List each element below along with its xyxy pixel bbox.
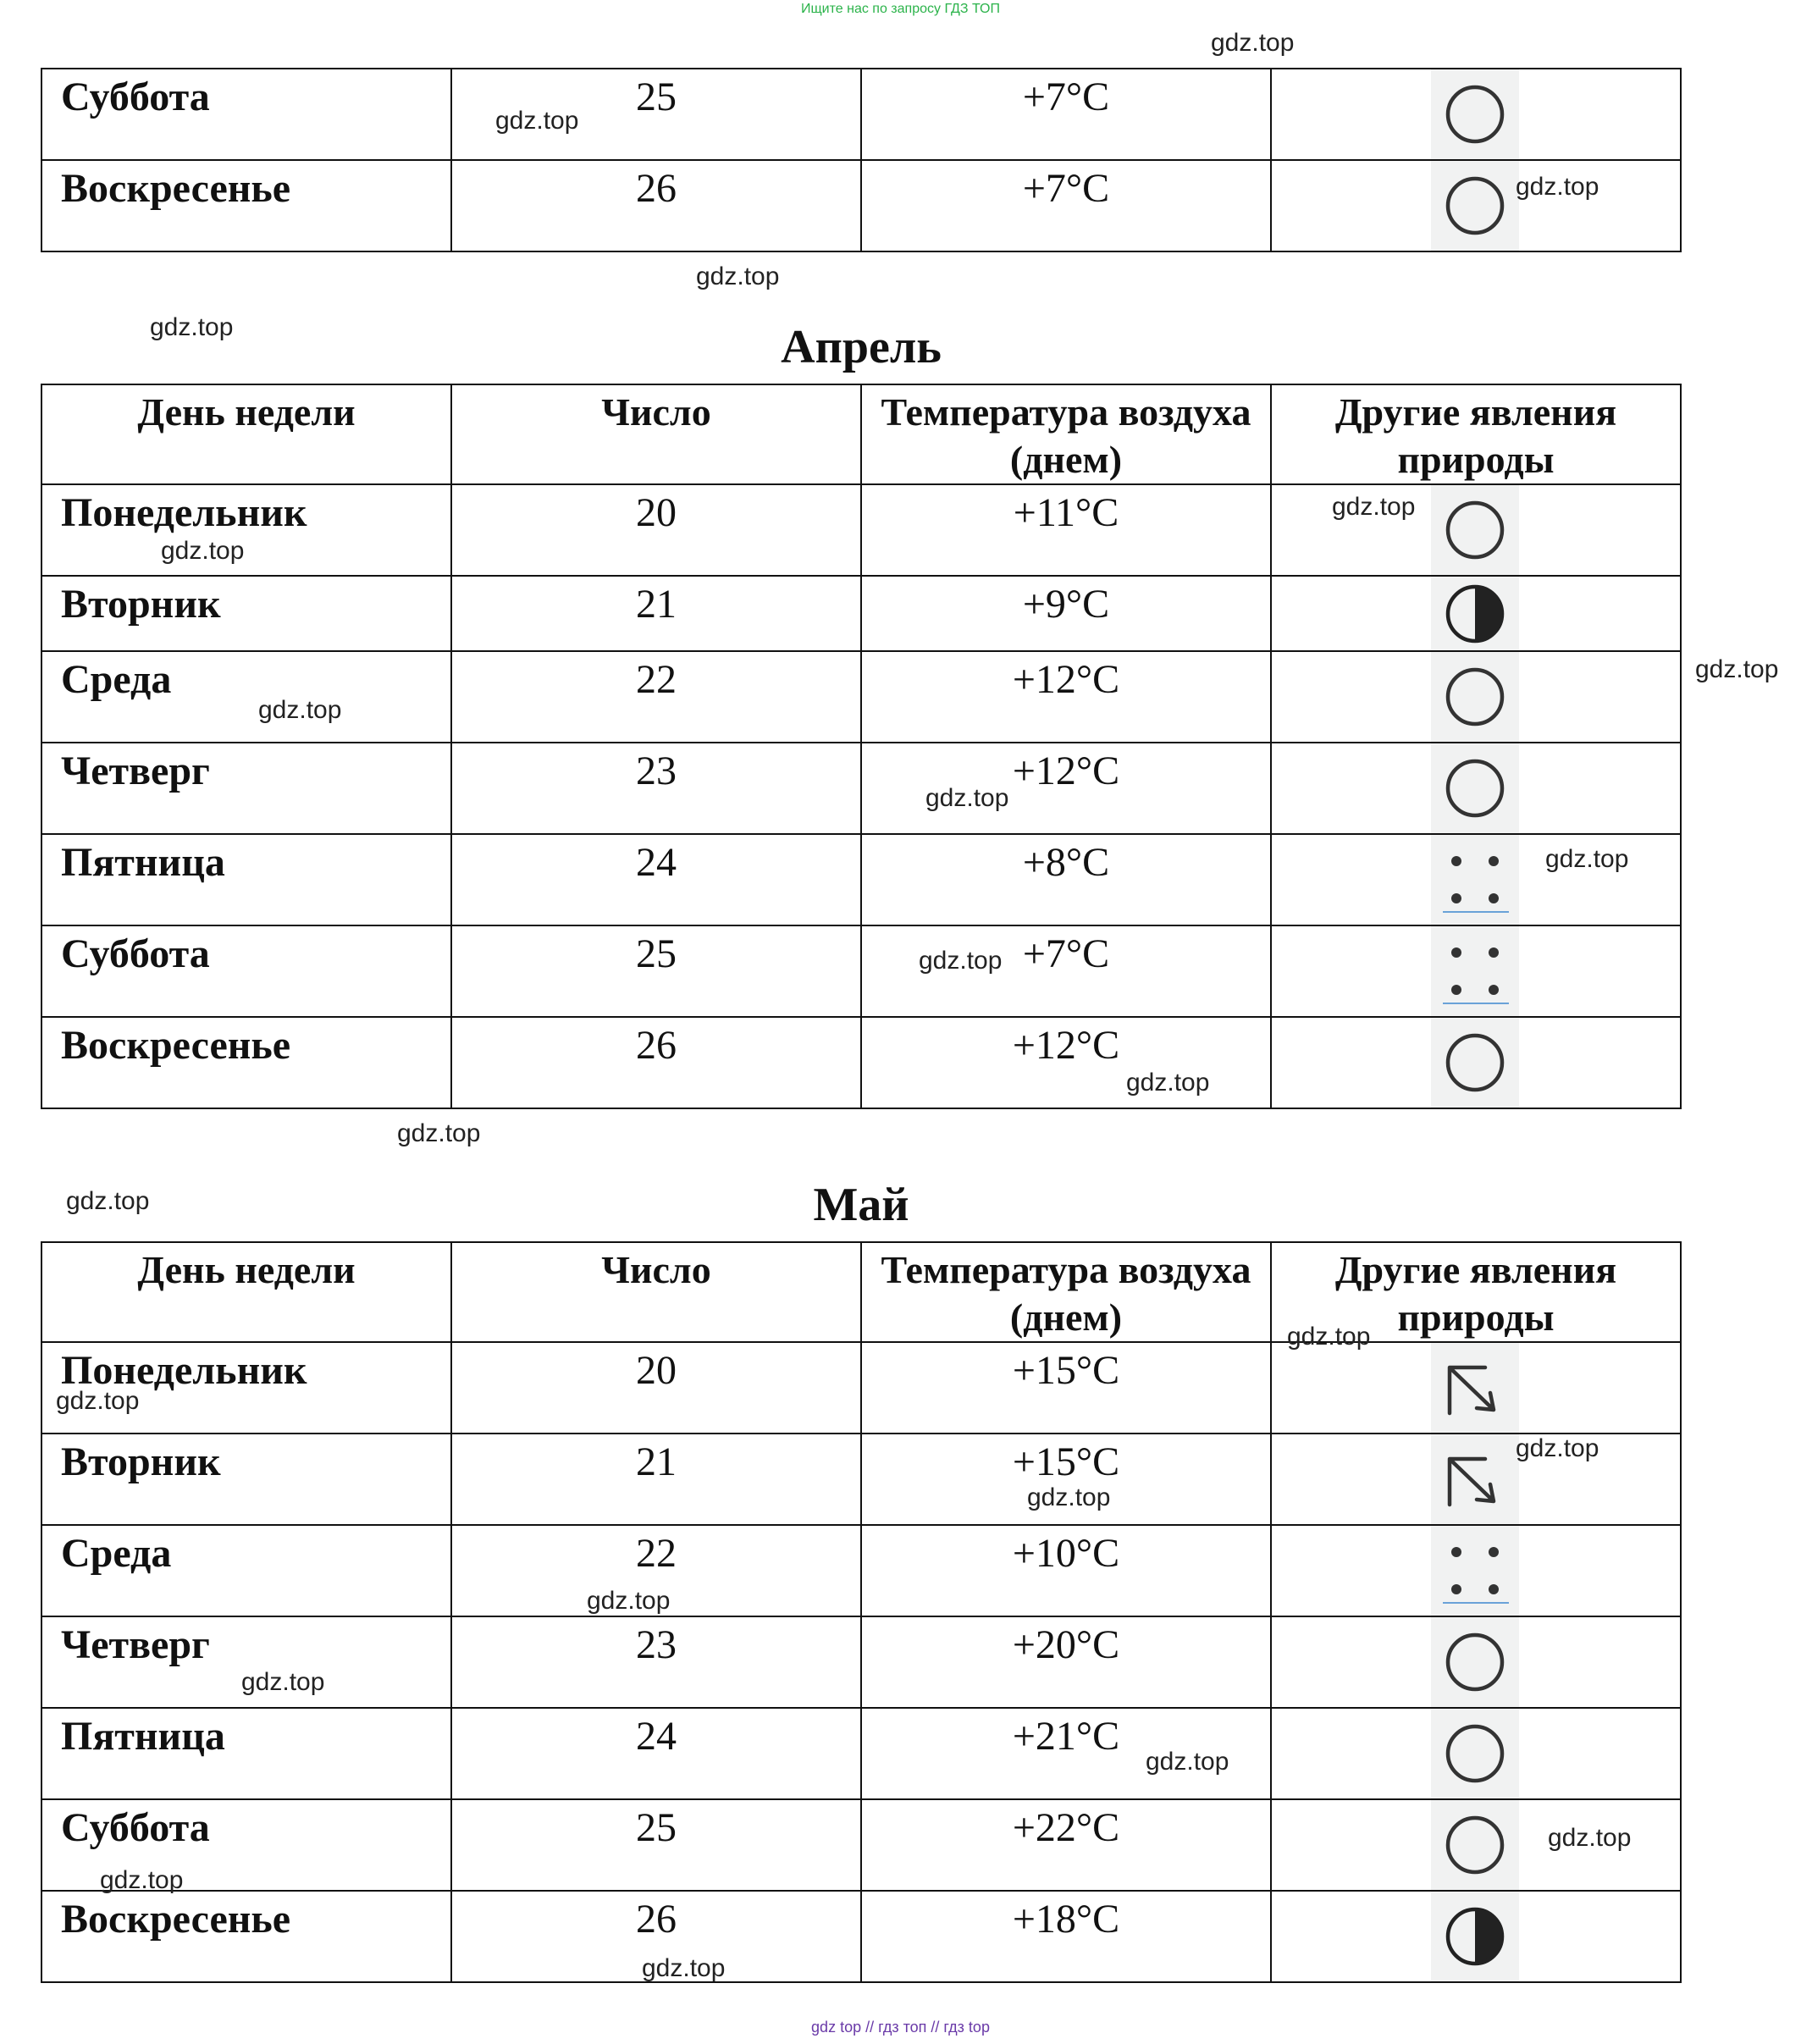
phenomenon-cell: [1271, 69, 1681, 160]
watermark: gdz.top: [397, 1119, 481, 1147]
day-cell: Вторник: [41, 1434, 451, 1525]
phenomenon-cell: [1271, 1708, 1681, 1799]
watermark: gdz.top: [66, 1187, 150, 1215]
num-cell: 23: [451, 743, 861, 834]
phenomenon-cell: [1271, 1434, 1681, 1525]
tmp-cell: +21°C: [861, 1708, 1271, 1799]
tmp-cell: +22°C: [861, 1799, 1271, 1891]
num-cell: 26: [451, 1891, 861, 1982]
tmp-cell: +8°C: [861, 834, 1271, 925]
tmp-cell: +15°C: [861, 1434, 1271, 1525]
num-cell: 22: [451, 1525, 861, 1616]
rain-icon: [1431, 835, 1519, 925]
sun-icon: [1431, 652, 1519, 742]
header-other-phenomena: Другие явления природы: [1271, 384, 1681, 484]
num-cell: 24: [451, 1708, 861, 1799]
wind-arrow-icon: [1431, 1434, 1519, 1524]
table-row: [41, 1434, 1681, 1525]
num-cell: 26: [451, 1017, 861, 1108]
watermark: gdz.top: [1146, 1748, 1229, 1776]
table-row: [41, 484, 1681, 576]
day-cell: Воскресенье: [41, 160, 451, 251]
watermark: gdz.top: [1548, 1824, 1632, 1852]
watermark: gdz.top: [495, 107, 579, 135]
phenomenon-cell: [1271, 925, 1681, 1017]
table-row: [41, 743, 1681, 834]
sun-icon: [1431, 743, 1519, 833]
watermark: gdz.top: [56, 1387, 140, 1415]
sun-icon: [1431, 485, 1519, 575]
watermark: gdz.top: [642, 1954, 726, 1982]
day-cell: Понедельник: [41, 1342, 451, 1434]
watermark: gdz.top: [241, 1668, 325, 1696]
header-row: [41, 1242, 1681, 1342]
header-day: День недели: [41, 1242, 451, 1342]
footer-text: gdz top // гдз топ // гдз top: [811, 2019, 990, 2036]
phenomenon-cell: [1271, 1525, 1681, 1616]
tmp-cell: +12°C: [861, 651, 1271, 743]
phenomenon-cell: [1271, 576, 1681, 651]
table-row: [41, 834, 1681, 925]
phenomenon-cell: [1271, 1017, 1681, 1108]
sun-icon: [1431, 1709, 1519, 1798]
header-temperature: Температура воздуха (днем): [861, 384, 1271, 484]
watermark: gdz.top: [1287, 1323, 1371, 1351]
tmp-cell: +7°C: [861, 925, 1271, 1017]
sun-icon: [1431, 1800, 1519, 1890]
table-row: [41, 69, 1681, 160]
sun-icon: [1431, 1018, 1519, 1108]
day-cell: Воскресенье: [41, 1891, 451, 1982]
search-banner: Ищите нас по запросу ГДЗ ТОП: [801, 2, 1000, 16]
watermark: gdz.top: [1516, 1434, 1599, 1462]
table-row: [41, 1525, 1681, 1616]
watermark: gdz.top: [919, 947, 1003, 975]
watermark: gdz.top: [696, 262, 780, 290]
day-cell: Понедельник: [41, 484, 451, 576]
table-row: [41, 1342, 1681, 1434]
watermark: gdz.top: [1126, 1069, 1210, 1097]
tmp-cell: +15°C: [861, 1342, 1271, 1434]
rain-icon: [1431, 926, 1519, 1016]
table-row: [41, 576, 1681, 651]
day-cell: Пятница: [41, 1708, 451, 1799]
day-cell: Среда: [41, 651, 451, 743]
tmp-cell: +20°C: [861, 1616, 1271, 1708]
header-other-phenomena: Другие явления природы: [1271, 1242, 1681, 1342]
header-number: Число: [451, 384, 861, 484]
day-cell: Среда: [41, 1525, 451, 1616]
watermark: gdz.top: [1332, 493, 1416, 521]
phenomenon-cell: [1271, 743, 1681, 834]
table-row: [41, 1708, 1681, 1799]
day-cell: Суббота: [41, 925, 451, 1017]
phenomenon-cell: [1271, 1342, 1681, 1434]
may-weather-table: [41, 1241, 1682, 1983]
tmp-cell: +12°C: [861, 743, 1271, 834]
num-cell: 24: [451, 834, 861, 925]
phenomenon-cell: [1271, 1891, 1681, 1982]
tmp-cell: +10°C: [861, 1525, 1271, 1616]
partly-cloudy-icon: [1431, 1892, 1519, 1981]
partly-cloudy-icon: [1431, 577, 1519, 650]
num-cell: 23: [451, 1616, 861, 1708]
phenomenon-cell: [1271, 651, 1681, 743]
watermark: gdz.top: [1545, 845, 1629, 873]
day-cell: Пятница: [41, 834, 451, 925]
watermark: gdz.top: [925, 784, 1009, 812]
table-row: [41, 160, 1681, 251]
watermark: gdz.top: [1211, 29, 1295, 57]
watermark: gdz.top: [587, 1587, 671, 1615]
may-title: Май: [813, 1179, 909, 1231]
header-row: [41, 384, 1681, 484]
num-cell: 25: [451, 925, 861, 1017]
watermark: gdz.top: [1027, 1483, 1111, 1511]
table-row: [41, 1017, 1681, 1108]
day-cell: Вторник: [41, 576, 451, 651]
day-cell: Четверг: [41, 743, 451, 834]
num-cell: 25: [451, 69, 861, 160]
num-cell: 21: [451, 1434, 861, 1525]
table-row: [41, 925, 1681, 1017]
tmp-cell: +11°C: [861, 484, 1271, 576]
watermark: gdz.top: [1516, 173, 1599, 201]
table-row: [41, 1799, 1681, 1891]
sun-icon: [1431, 69, 1519, 159]
watermark: gdz.top: [100, 1866, 184, 1894]
rain-icon: [1431, 1526, 1519, 1616]
watermark: gdz.top: [161, 537, 245, 565]
tmp-cell: +18°C: [861, 1891, 1271, 1982]
tmp-cell: +7°C: [861, 69, 1271, 160]
watermark: gdz.top: [1695, 655, 1779, 683]
phenomenon-cell: [1271, 1616, 1681, 1708]
header-temperature: Температура воздуха (днем): [861, 1242, 1271, 1342]
april-title: Апрель: [781, 321, 942, 373]
watermark: gdz.top: [258, 696, 342, 724]
day-cell: Воскресенье: [41, 1017, 451, 1108]
day-cell: Суббота: [41, 1799, 451, 1891]
phenomenon-cell: [1271, 160, 1681, 251]
header-number: Число: [451, 1242, 861, 1342]
num-cell: 20: [451, 484, 861, 576]
day-cell: Суббота: [41, 69, 451, 160]
sun-icon: [1431, 1617, 1519, 1707]
april-weather-table: [41, 384, 1682, 1109]
num-cell: 25: [451, 1799, 861, 1891]
num-cell: 21: [451, 576, 861, 651]
tmp-cell: +7°C: [861, 160, 1271, 251]
watermark: gdz.top: [150, 313, 234, 341]
num-cell: 20: [451, 1342, 861, 1434]
sun-icon: [1431, 161, 1519, 251]
day-cell: Четверг: [41, 1616, 451, 1708]
tmp-cell: +12°C: [861, 1017, 1271, 1108]
header-day: День недели: [41, 384, 451, 484]
wind-arrow-icon: [1431, 1343, 1519, 1433]
table-row: [41, 1891, 1681, 1982]
num-cell: 22: [451, 651, 861, 743]
tmp-cell: +9°C: [861, 576, 1271, 651]
march-weather-table: [41, 68, 1682, 252]
num-cell: 26: [451, 160, 861, 251]
